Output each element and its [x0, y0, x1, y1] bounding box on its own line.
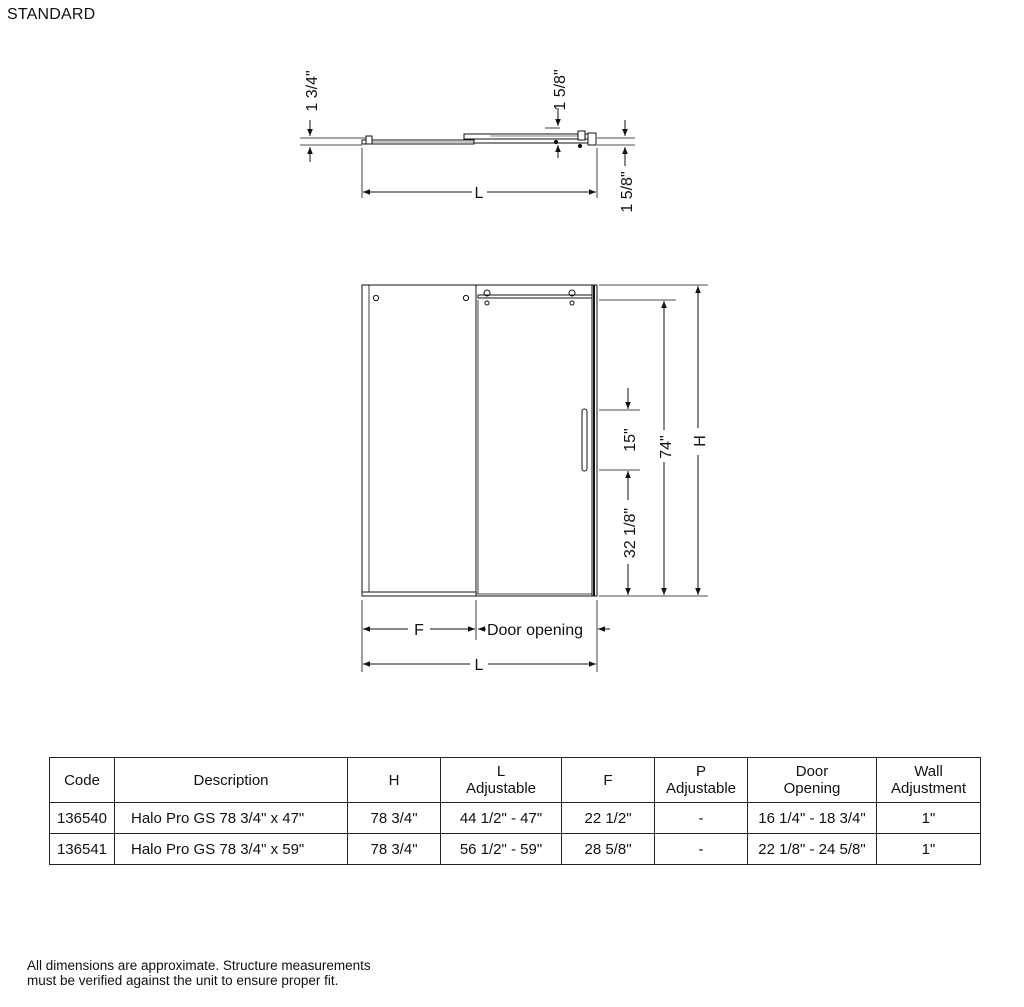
header-door-opening: Door Opening [748, 758, 877, 803]
door-opening-label: Door opening [486, 622, 584, 639]
header-p-adjustable: P Adjustable [655, 758, 748, 803]
cell-p-adjustable: - [655, 834, 748, 865]
cell-p-adjustable: - [655, 803, 748, 834]
footnote [27, 958, 371, 988]
specifications-table [49, 757, 981, 865]
header-h: H [348, 758, 441, 803]
fixed-panel-clip [463, 295, 468, 300]
cell-door-opening: 16 1/4" - 18 3/4" [748, 803, 877, 834]
header-code: Code [50, 758, 115, 803]
header-l-adjustable: L Adjustable [441, 758, 562, 803]
footnote-line-2: must be verified against the unit to ensure proper fit. [27, 973, 339, 988]
header-rail [478, 295, 592, 298]
fixed-panel [362, 285, 476, 596]
dim-door-height: 74" [658, 435, 675, 459]
height-label: H [692, 435, 709, 447]
footnote-line-1: All dimensions are approximate. Structure measurements [27, 958, 371, 973]
top-view [300, 108, 635, 198]
dim-handle-length: 15" [622, 428, 639, 452]
cell-f: 22 1/2" [562, 803, 655, 834]
cell-door-opening: 22 1/8" - 24 5/8" [748, 834, 877, 865]
dim-top-right-thickness: 1 5/8" [552, 69, 569, 111]
header-description: Description [115, 758, 348, 803]
header-wall-adjustment: Wall Adjustment [877, 758, 981, 803]
cell-h: 78 3/4" [348, 803, 441, 834]
cell-f: 28 5/8" [562, 834, 655, 865]
dim-handle-height: 32 1/8" [622, 507, 639, 559]
header-f: F [562, 758, 655, 803]
cell-code: 136540 [50, 803, 115, 834]
top-length-label: L [474, 185, 484, 202]
page-title: STANDARD [7, 6, 96, 23]
cell-l-adjustable: 56 1/2" - 59" [441, 834, 562, 865]
dim-right-thickness: 1 5/8" [619, 171, 636, 213]
cell-description: Halo Pro GS 78 3/4" x 59" [115, 834, 348, 865]
fixed-panel-clip [373, 295, 378, 300]
table-row [50, 803, 981, 834]
cell-h: 78 3/4" [348, 834, 441, 865]
table-header-row [50, 758, 981, 803]
cell-wall-adjustment: 1" [877, 803, 981, 834]
door-handle [582, 409, 587, 471]
cell-wall-adjustment: 1" [877, 834, 981, 865]
table-row [50, 834, 981, 865]
front-view [362, 285, 708, 672]
sliding-door [476, 285, 594, 596]
cell-l-adjustable: 44 1/2" - 47" [441, 803, 562, 834]
cell-description: Halo Pro GS 78 3/4" x 47" [115, 803, 348, 834]
fixed-panel-width-label: F [414, 622, 424, 639]
dim-top-left-thickness: 1 3/4" [304, 70, 321, 112]
front-length-label: L [474, 657, 484, 674]
cell-code: 136541 [50, 834, 115, 865]
